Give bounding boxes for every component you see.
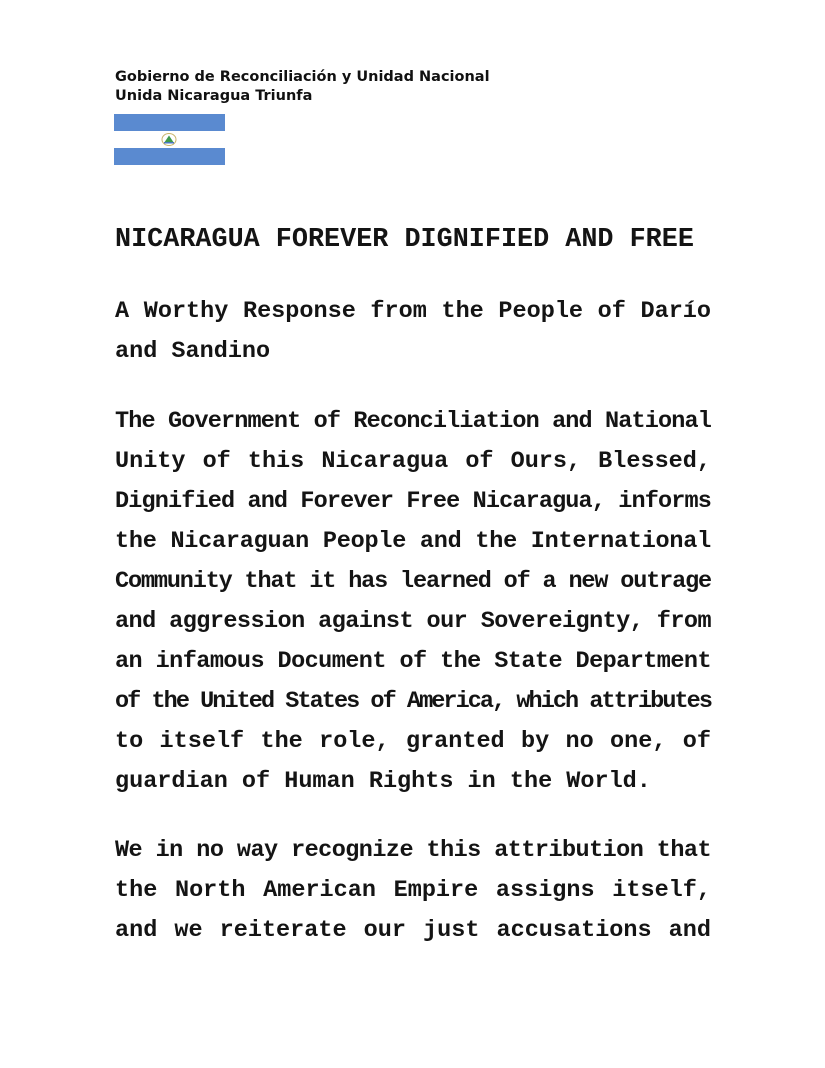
- paragraph-line: to itself the role, granted by no one, of: [115, 728, 711, 755]
- subtitle-line: A Worthy Response from the People of Darío: [115, 298, 711, 325]
- paragraph-line: an infamous Document of the State Department: [115, 648, 711, 675]
- nicaragua-flag-icon: [114, 114, 225, 165]
- subtitle-line: and Sandino: [115, 338, 271, 365]
- header-line-government: Gobierno de Reconciliación y Unidad Nacional: [115, 69, 490, 85]
- paragraph-2: [115, 835, 711, 955]
- flag-stripe-middle: [114, 131, 225, 148]
- paragraph-line: and we reiterate our just accusations and: [115, 917, 711, 944]
- coat-of-arms-icon: [161, 133, 177, 146]
- paragraph-line: We in no way recognize this attribution that: [115, 837, 711, 864]
- flag-stripe-bottom: [114, 148, 225, 165]
- paragraph-line: the Nicaraguan People and the International: [115, 528, 711, 555]
- document-title: NICARAGUA FOREVER DIGNIFIED AND FREE: [115, 225, 694, 255]
- paragraph-line: Unity of this Nicaragua of Ours, Blessed,: [115, 448, 711, 475]
- document-subtitle: [115, 296, 711, 376]
- document-header: [115, 68, 490, 106]
- paragraph-line: guardian of Human Rights in the World.: [115, 768, 651, 795]
- flag-stripe-top: [114, 114, 225, 131]
- header-line-slogan: Unida Nicaragua Triunfa: [115, 88, 313, 104]
- paragraph-line: of the United States of America, which attributes: [115, 688, 711, 715]
- paragraph-line: Community that it has learned of a new outrage: [115, 568, 711, 595]
- paragraph-line: the North American Empire assigns itself,: [115, 877, 711, 904]
- paragraph-line: and aggression against our Sovereignty, from: [115, 608, 711, 635]
- paragraph-line: The Government of Reconciliation and National: [115, 408, 711, 435]
- paragraph-line: Dignified and Forever Free Nicaragua, informs: [115, 488, 711, 515]
- paragraph-1: [115, 406, 711, 806]
